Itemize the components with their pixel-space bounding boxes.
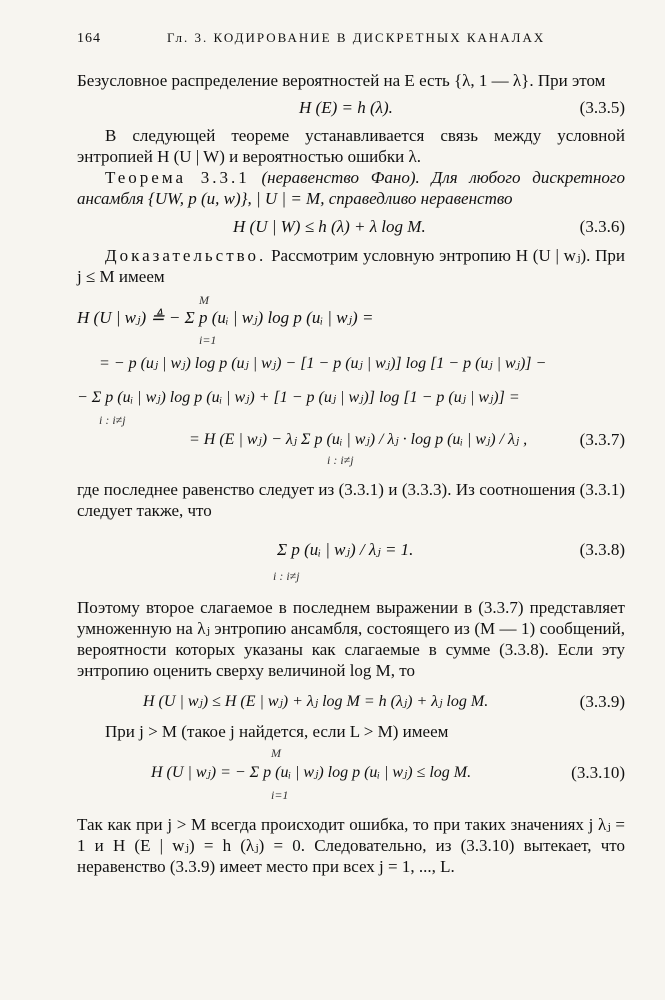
equation-label: (3.3.5)	[579, 98, 625, 117]
equation-line-2: = − p (uⱼ | wⱼ) log p (uⱼ | wⱼ) − [1 − p (uⱼ | wⱼ)] log [1 − p (uⱼ | wⱼ)] −	[99, 355, 547, 372]
paragraph-1: Безусловное распределение вероятностей на E есть {λ, 1 — λ}. При этом	[77, 71, 606, 90]
proof	[77, 245, 625, 287]
equation-label: (3.3.6)	[579, 217, 625, 236]
paragraph-6: Так как при j > M всегда происходит ошибка, то при таких значениях j λⱼ = 1 и H (E | wⱼ) = h (λⱼ) = 0. Следовательно, из (3.3.10) вытекает, что неравенство (3.3.9) имеет место при всех j = 1, ..., L.	[77, 815, 625, 876]
equation-label: (3.3.7)	[579, 430, 625, 449]
equation-label: (3.3.10)	[571, 763, 625, 782]
paragraph-5: При j > M (такое j найдется, если L > M) имеем	[105, 722, 449, 741]
sum-lower-limit: i : i≠j	[99, 413, 126, 427]
equation-body: H (U | wⱼ) ≤ H (E | wⱼ) + λⱼ log M = h (λⱼ) + λⱼ log M.	[143, 693, 489, 710]
equation-body: Σ p (uᵢ | wⱼ) / λⱼ = 1.	[277, 540, 414, 559]
sum-upper-limit: M	[199, 293, 209, 307]
theorem-title: (неравенство Фано).	[261, 168, 420, 187]
paragraph-2: В следующей теореме устанавливается связь между условной энтропией H (U | W) и вероятностью ошибки λ.	[77, 126, 625, 166]
proof-name: Доказательство.	[105, 246, 267, 265]
sum-lower-limit: i=1	[271, 788, 289, 802]
equation-3-3-8	[77, 521, 625, 591]
sum-upper-limit: M	[271, 746, 281, 760]
equation-body: H (U | wⱼ) = − Σ p (uᵢ | wⱼ) log p (uᵢ | wⱼ) ≤ log M.	[151, 764, 472, 781]
equation-body: H (E) = h (λ).	[299, 98, 393, 117]
equation-label: (3.3.8)	[579, 540, 625, 559]
equation-3-3-5	[77, 91, 625, 125]
theorem-name: Теорема 3.3.1	[105, 168, 250, 187]
sum-lower-limit: i : i≠j	[327, 453, 354, 467]
paragraph-3: где последнее равенство следует из (3.3.1) и (3.3.3). Из соотношения (3.3.1) следует также, что	[77, 480, 625, 520]
equation-label: (3.3.9)	[579, 692, 625, 711]
equation-line-3: − Σ p (uᵢ | wⱼ) log p (uᵢ | wⱼ) + [1 − p (uⱼ | wⱼ)] log [1 − p (uⱼ | wⱼ)] =	[77, 389, 520, 406]
equation-3-3-10	[77, 742, 625, 808]
equation-3-3-6	[77, 209, 625, 245]
page-number: 164	[77, 31, 101, 46]
paragraph-4: Поэтому второе слагаемое в последнем выражении в (3.3.7) представляет умноженную на λⱼ энтропию ансамбля, состоящего из (M — 1) сообщений, вероятности которых указаны как слагаемые в сумме (3.3.8). Если эту энтропию оценить сверху величиной log M, то	[77, 598, 625, 680]
proof-text: Рассмотрим условную энтропию H (U | wⱼ). При j ≤ M имеем	[77, 246, 625, 286]
chapter-title: Гл. 3. КОДИРОВАНИЕ В ДИСКРЕТНЫХ КАНАЛАХ	[167, 30, 546, 45]
theorem-3-3-1	[77, 167, 625, 209]
equation-body: H (U | W) ≤ h (λ) + λ log M.	[233, 217, 426, 236]
theorem-text: Для любого дискретного ансамбля {UW, p (u, w)}, | U | = M, справедливо неравенство	[77, 168, 626, 208]
running-header	[77, 30, 625, 56]
equation-3-3-9	[77, 681, 625, 721]
sum-lower-limit: i : i≠j	[273, 569, 300, 583]
equation-3-3-7	[77, 287, 625, 467]
sum-lower-limit: i=1	[199, 333, 217, 347]
equation-line-4: = H (E | wⱼ) − λⱼ Σ p (uᵢ | wⱼ) / λⱼ · log p (uᵢ | wⱼ) / λⱼ ,	[189, 431, 528, 448]
equation-line-1: H (U | wⱼ) ≜ − Σ p (uᵢ | wⱼ) log p (uᵢ | wⱼ) =	[77, 308, 374, 327]
book-page	[77, 30, 625, 877]
